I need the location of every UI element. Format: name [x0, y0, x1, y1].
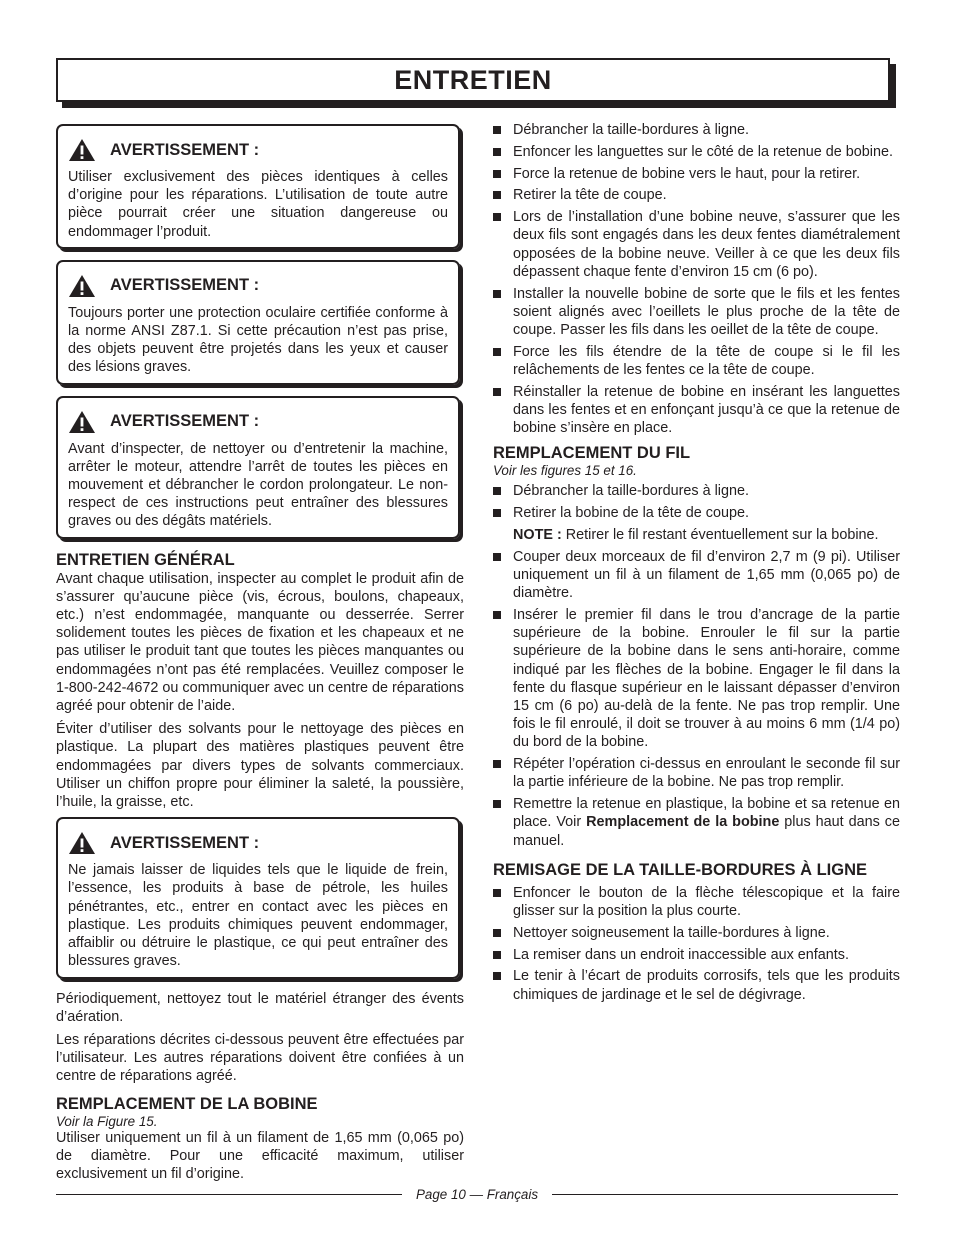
paragraph: Avant chaque utilisation, inspecter au complet le produit afin de s’assurer qu’aucune pièce (vis, écrous, boulons, chapeaux, etc.) n’est endommagée, manquante ou desserrée. Serrer solidement toutes les pièces de fixation et les chapeaux et ne pas utiliser le produit tant que toutes les pièces manquantes ou endommagées n’ont pas été remplacées. Veuillez composer le 1-800-242-4672 ou communiquer avec un centre de réparations agréé pour obtenir de l’aide. — [56, 570, 464, 715]
paragraph: Éviter d’utiliser des solvants pour le nettoyage des pièces en plastique. La plupart des matières plastiques peuvent être endommagées par divers types de solvants commerciaux. Utiliser un chiffon propre pour éliminer la saleté, la poussière, l’huile, la graisse, etc. — [56, 721, 464, 811]
list-item: Débrancher la taille-bordures à ligne. — [493, 482, 900, 500]
figure-reference: Voir les figures 15 et 16. — [493, 463, 637, 479]
footer-rule-right — [552, 1194, 898, 1195]
list-item: Nettoyer soigneusement la taille-bordures à ligne. — [493, 924, 900, 942]
warning-box — [56, 124, 460, 249]
warning-box — [56, 817, 460, 978]
warning-text: Ne jamais laisser de liquides tels que le liquide de frein, l’essence, les produits à base de pétrole, les huiles pénétrantes, etc., entrer en contact avec les pièces en plastique. Les produits chimiques peuvent endommager, affaiblir ou détruire le plastique, ce qui peut entraîner des blessures graves. — [68, 862, 448, 970]
left-column — [56, 124, 464, 1188]
list-item: Répéter l’opération ci-dessus en enroulant le seconde fil sur la partie inférieure de la bobine. Ne pas trop remplir. — [493, 755, 900, 791]
storage-steps-list — [493, 884, 900, 1004]
warning-text: Utiliser exclusivement des pièces identiques à celles d’origine pour les réparations. L’utilisation de toute autre pièce pourrait créer une situation dangereuse ou endommager l’produit. — [68, 169, 448, 240]
footer-page-label: Page 10 — Français — [415, 1186, 539, 1202]
line-steps-list-cont — [493, 548, 900, 850]
page-title-box — [56, 58, 890, 102]
list-item: La remiser dans un endroit inaccessible aux enfants. — [493, 946, 900, 964]
line-steps-list — [493, 482, 900, 522]
warning-box — [56, 396, 460, 539]
list-item: Lors de l’installation d’une bobine neuve, s’assurer que les deux fils sont engagés dans les deux fentes diamétralement opposées de la bobine neuve. Veiller à ce que les deux fils dépassent chaque fente d’environ 15 cm (6 po). — [493, 208, 900, 281]
section-heading-line: REMPLACEMENT DU FIL — [493, 444, 691, 463]
list-item: Insérer le premier fil dans le trou d’ancrage de la partie supérieure de la bobine. Enrouler le fil sur la partie supérieure de la bobine dans le sens anti-horaire, comme indiqué par les flèches de la bobine. Engager le fil dans la fente du flasque supérieur en le laissant dépasser d’environ 15 cm (6 po) au-delà de la fente. Ne pas trop remplir. Une fois le fil enroulé, il doit se trouver à au moins 6 mm (1/4 po) du bord de la bobine. — [493, 606, 900, 752]
section-heading-spool: REMPLACEMENT DE LA BOBINE — [56, 1094, 318, 1113]
list-item: Enfoncer les languettes sur le côté de la retenue de bobine. — [493, 143, 900, 161]
list-item: Couper deux morceaux de fil d’environ 2,7 m (9 pi). Utiliser uniquement un fil à un filament de 1,65 mm (0,065 po) de diamètre. — [493, 548, 900, 603]
section-heading-general: ENTRETIEN GÉNÉRAL — [56, 550, 235, 569]
warning-text: Avant d’inspecter, de nettoyer ou d’entretenir la machine, arrêter le moteur, attendre l’arrêt de toutes les pièces en mouvement et débrancher le cordon prolongateur. Le non-respect de ces instructions peut entraîner des blessures graves ou des dégâts matériels. — [68, 440, 448, 530]
warning-label: AVERTISSEMENT : — [110, 140, 260, 159]
paragraph: Les réparations décrites ci-dessous peuvent être effectuées par l’utilisateur. Les autres réparations doivent être confiées à un centre de réparations agréé. — [56, 1031, 464, 1085]
warning-triangle-icon — [68, 410, 96, 434]
paragraph: Périodiquement, nettoyez tout le matériel étranger des évents d’aération. — [56, 990, 464, 1025]
footer-rule-left — [56, 1194, 402, 1195]
list-item: Remettre la retenue en plastique, la bobine et sa retenue en place. Voir Remplacement de la bobine plus haut dans ce manuel. — [493, 795, 900, 850]
list-item: Force la retenue de bobine vers le haut, pour la retirer. — [493, 165, 900, 183]
page-title: ENTRETIEN — [394, 64, 552, 95]
note-text: Retirer le fil restant éventuellement sur la bobine. — [565, 527, 879, 543]
section-heading-storage: REMISAGE DE LA TAILLE-BORDURES À LIGNE — [493, 860, 868, 879]
warning-label: AVERTISSEMENT : — [110, 276, 260, 295]
list-item: Enfoncer le bouton de la flèche télescopique et la faire glisser sur la position la plus courte. — [493, 884, 900, 920]
note — [493, 526, 900, 544]
note-label: NOTE : — [513, 527, 562, 543]
warning-triangle-icon — [68, 138, 96, 162]
list-item: Force les fils étendre de la tête de coupe si le fil les relâchements de les fentes ce la tête de coupe. — [493, 343, 900, 379]
warning-label: AVERTISSEMENT : — [110, 833, 260, 852]
list-item: Débrancher la taille-bordures à ligne. — [493, 121, 900, 139]
warning-triangle-icon — [68, 274, 96, 298]
list-item: Installer la nouvelle bobine de sorte que le fils et les fentes soient alignés avec l’oeillets le plus proche de la tête de coupe. Passer les fils dans les oeillet de la tête de coupe. — [493, 285, 900, 340]
page-footer — [56, 1186, 898, 1202]
warning-label: AVERTISSEMENT : — [110, 412, 260, 431]
paragraph: Utiliser uniquement un fil à un filament de 1,65 mm (0,065 po) de diamètre. Pour une efficacité maximum, utiliser exclusivement un fil d’origine. — [56, 1129, 464, 1182]
figure-reference: Voir la Figure 15. — [56, 1113, 158, 1129]
list-item: Réinstaller la retenue de bobine en insérant les languettes dans les fentes et en enfonçant jusqu’à ce que la retenue de bobine s’insère en place. — [493, 383, 900, 438]
cross-reference: Remplacement de la bobine — [586, 814, 780, 831]
warning-box — [56, 260, 460, 385]
warning-triangle-icon — [68, 831, 96, 855]
list-item: Le tenir à l’écart de produits corrosifs, tels que les produits chimiques de jardinage et le sel de dégivrage. — [493, 967, 900, 1003]
right-column — [493, 121, 900, 1007]
warning-text: Toujours porter une protection oculaire certifiée conforme à la norme ANSI Z87.1. Si cette précaution n’est pas prise, des objets peuvent être projetés dans les yeux et causer des lésions graves. — [68, 304, 448, 376]
spool-steps-list — [493, 121, 900, 437]
list-item: Retirer la bobine de la tête de coupe. — [493, 504, 900, 522]
list-item: Retirer la tête de coupe. — [493, 186, 900, 204]
